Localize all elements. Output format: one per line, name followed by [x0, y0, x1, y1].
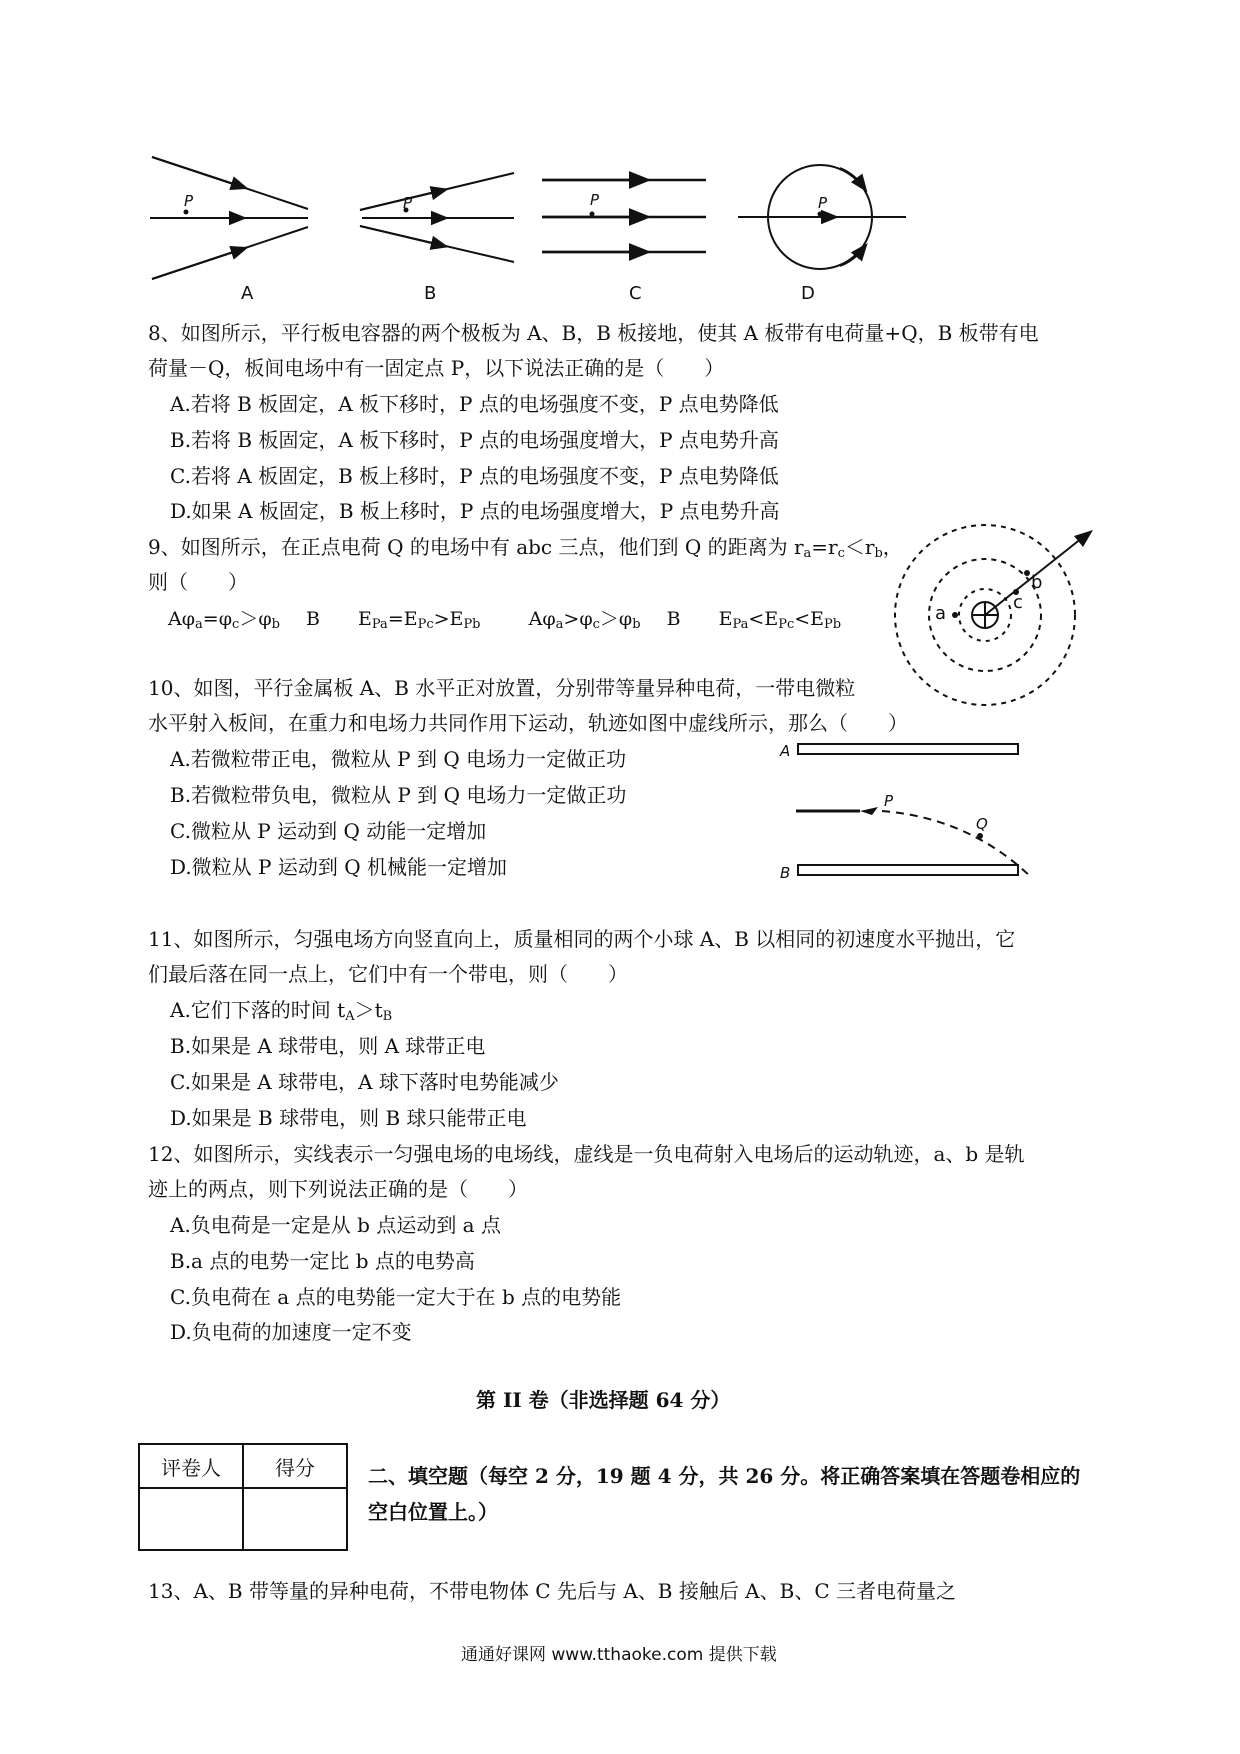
- q12-option-c: C.负电荷在 a 点的电势能一定大于在 b 点的电势能: [170, 1285, 622, 1309]
- q12-option-b: B.a 点的电势一定比 b 点的电势高: [170, 1249, 475, 1273]
- q8-option-b: B.若将 B 板固定，A 板下移时，P 点的电场强度增大，P 点电势升高: [170, 428, 779, 452]
- q10-fig-label-a: A: [780, 742, 791, 760]
- q9-line2: 则（ ）: [148, 570, 248, 594]
- q10-line2: 水平射入板间，在重力和电场力共同作用下运动，轨迹如图中虚线所示，那么（ ）: [148, 711, 908, 735]
- q8-line1: 8、如图所示，平行板电容器的两个极板为 A、B，B 板接地，使其 A 板带有电荷量+Q，B 板带有电: [148, 321, 1039, 345]
- q11-option-a: A.它们下落的时间 $t_A>t_B$: [170, 998, 393, 1024]
- q9-option-b: B $E_{Pa}=E_{Pc}>E_{Pb}$: [306, 608, 481, 632]
- score-table-header-score: 得分: [243, 1444, 347, 1488]
- grader-cell[interactable]: [139, 1488, 243, 1550]
- footer: 通通好课网 www.tthaoke.com 提供下载: [461, 1645, 777, 1665]
- point-label-a: P: [184, 192, 194, 210]
- q12-line2: 迹上的两点，则下列说法正确的是（ ）: [148, 1177, 528, 1201]
- section-heading-line2: 空白位置上。）: [368, 1500, 498, 1524]
- point-label-c: P: [590, 191, 600, 209]
- q11-line1: 11、如图所示，匀强电场方向竖直向上，质量相同的两个小球 A、B 以相同的初速度水平抛出，它: [148, 927, 1016, 951]
- q9-fig-label-a: a: [935, 603, 947, 624]
- q12-option-d: D.负电荷的加速度一定不变: [170, 1320, 412, 1344]
- diagram-label-b: B: [424, 283, 437, 304]
- section-heading-line1: 二、填空题（每空 2 分，19 题 4 分，共 26 分。将正确答案填在答题卷相应的: [368, 1464, 1081, 1488]
- diagram-label-d: D: [801, 283, 815, 304]
- q9-line1: 9、如图所示，在正点电荷 Q 的电场中有 abc 三点，他们到 Q 的距离为 $r_a=r_c<r_b$，: [148, 535, 903, 561]
- q10-fig-label-p: P: [884, 792, 894, 810]
- q8-option-d: D.如果 A 板固定，B 板上移时，P 点的电场强度增大，P 点电势升高: [170, 499, 780, 523]
- q11-option-b: B.如果是 A 球带电，则 A 球带正电: [170, 1034, 486, 1058]
- q9-fig-label-b: b: [1031, 572, 1043, 593]
- q10-option-b: B.若微粒带负电，微粒从 P 到 Q 电场力一定做正功: [170, 783, 627, 807]
- q8-line2: 荷量－Q，板间电场中有一固定点 P，以下说法正确的是（ ）: [148, 356, 725, 380]
- score-cell[interactable]: [243, 1488, 347, 1550]
- q9-fig-label-c: c: [1013, 592, 1023, 613]
- plate-b: [798, 865, 1018, 875]
- q10-option-c: C.微粒从 P 运动到 Q 动能一定增加: [170, 819, 487, 843]
- q9-option-c: $A\varphi_a>\varphi_c>\varphi_b$: [528, 608, 641, 632]
- q11-option-c: C.如果是 A 球带电，A 球下落时电势能减少: [170, 1070, 559, 1094]
- q10-line1: 10、如图，平行金属板 A、B 水平正对放置，分别带等量异种电荷，一带电微粒: [148, 676, 856, 700]
- q11-line2: 们最后落在同一点上，它们中有一个带电，则（ ）: [148, 962, 628, 986]
- diagram-label-c: C: [629, 283, 642, 304]
- score-table: [138, 1443, 348, 1551]
- q9-option-d: B $E_{Pa}<E_{Pc}<E_{Pb}$: [666, 608, 842, 632]
- plate-a: [798, 744, 1018, 754]
- q8-option-c: C.若将 A 板固定，B 板上移时，P 点的电场强度不变，P 点电势降低: [170, 464, 779, 488]
- q10-fig-label-q: Q: [976, 815, 988, 833]
- point-label-b: P: [403, 194, 413, 212]
- section-title: 第 II 卷（非选择题 64 分）: [476, 1388, 731, 1412]
- q12-option-a: A.负电荷是一定是从 b 点运动到 a 点: [170, 1213, 501, 1237]
- q11-option-d: D.如果是 B 球带电，则 B 球只能带正电: [170, 1106, 527, 1130]
- q10-option-a: A.若微粒带正电，微粒从 P 到 Q 电场力一定做正功: [170, 747, 627, 771]
- q9-option-a: $A\varphi_a=\varphi_c>\varphi_b$: [168, 608, 280, 632]
- q12-line1: 12、如图所示，实线表示一匀强电场的电场线，虚线是一负电荷射入电场后的运动轨迹，a、b 是轨: [148, 1142, 1025, 1166]
- score-table-header-grader: 评卷人: [139, 1444, 243, 1488]
- q10-fig-label-b: B: [780, 864, 791, 882]
- q13-line1: 13、A、B 带等量的异种电荷，不带电物体 C 先后与 A、B 接触后 A、B、C 三者电荷量之: [148, 1579, 956, 1603]
- diagram-label-a: A: [241, 283, 254, 304]
- point-label-d: P: [818, 194, 828, 212]
- q8-option-a: A.若将 B 板固定，A 板下移时，P 点的电场强度不变，P 点电势降低: [170, 392, 779, 416]
- q10-option-d: D.微粒从 P 运动到 Q 机械能一定增加: [170, 855, 507, 879]
